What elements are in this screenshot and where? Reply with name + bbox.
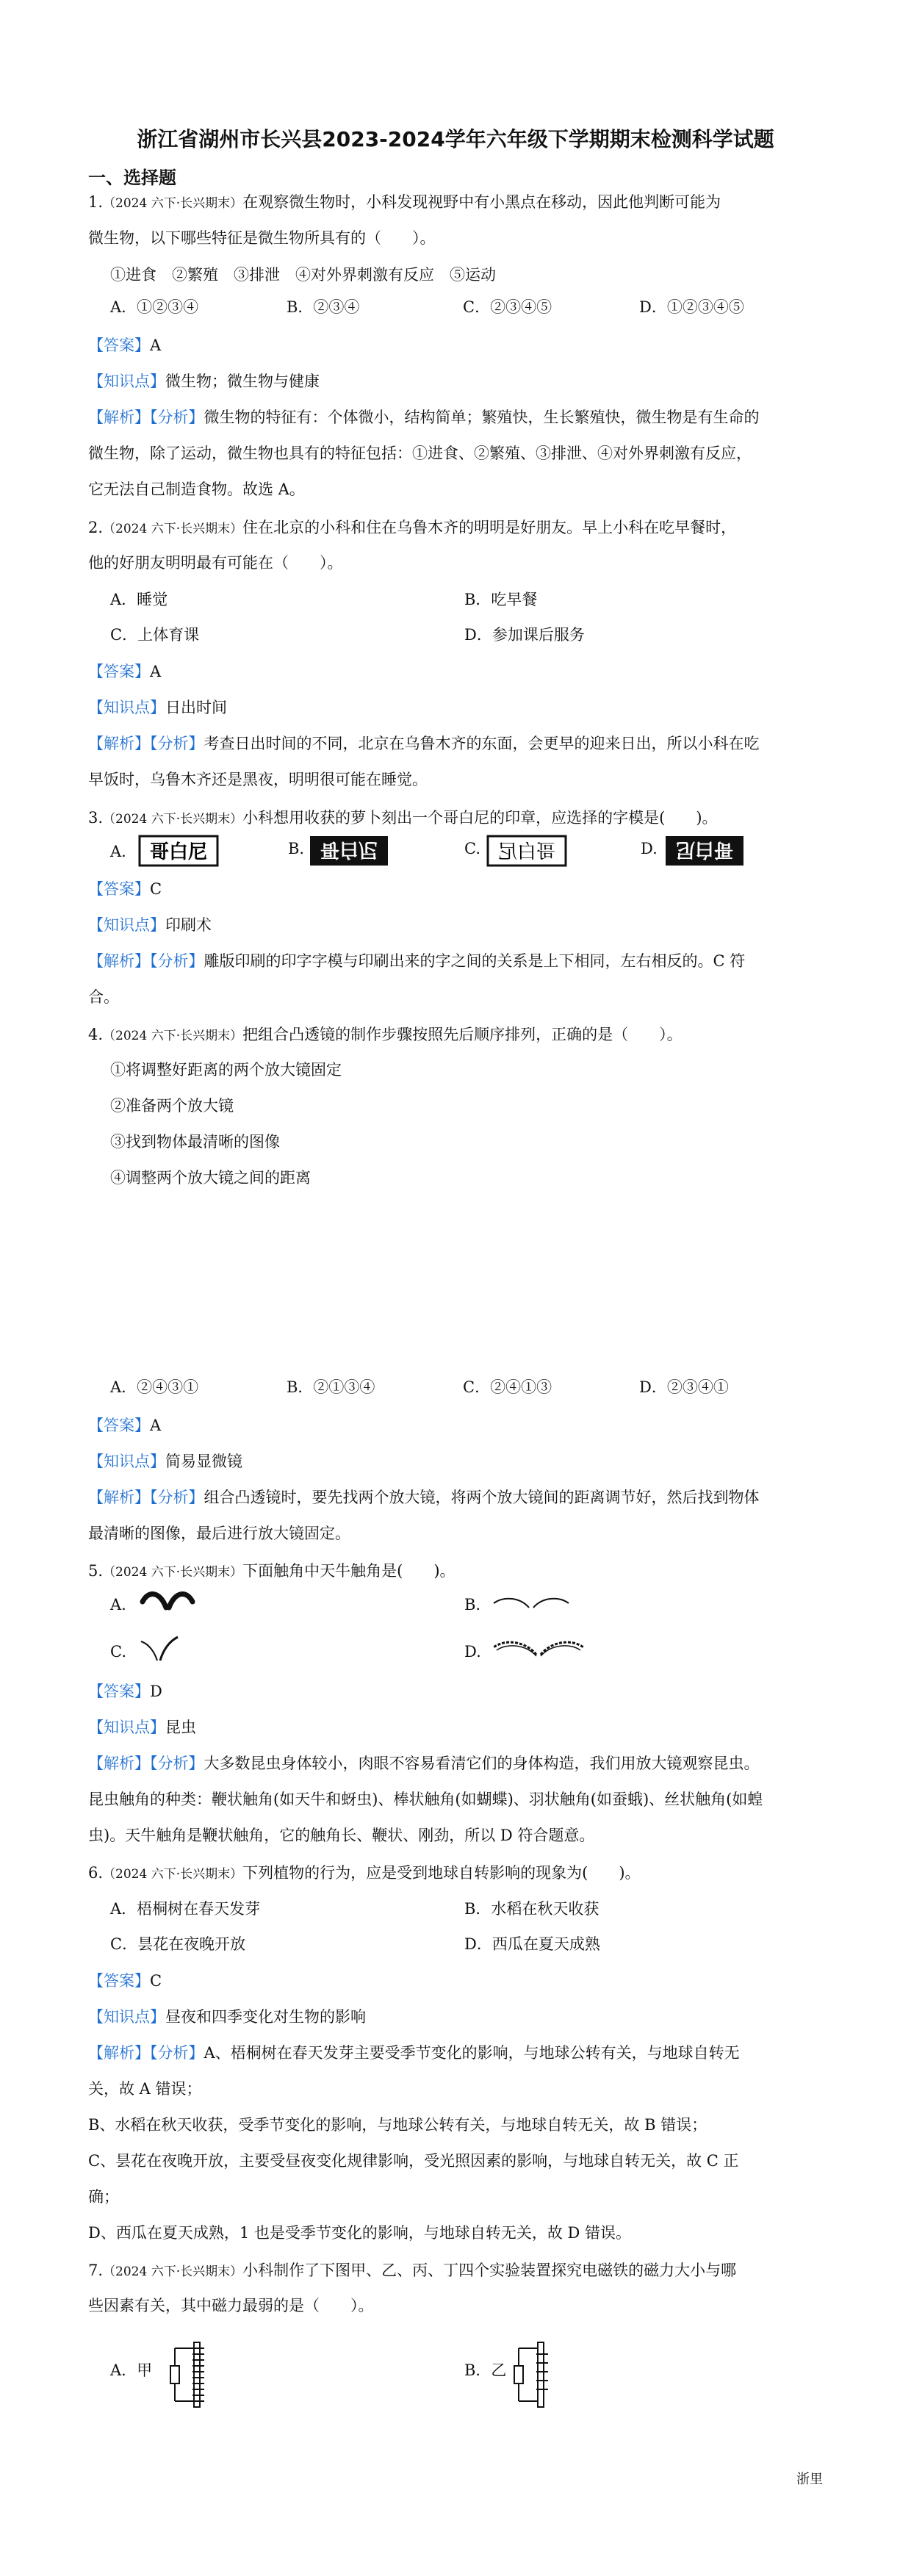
option-d: D．西瓜在夏天成熟 <box>464 1935 600 1953</box>
question-stem: 小科制作了下图甲、乙、丙、丁四个实验装置探究电磁铁的磁力大小与哪 <box>242 2262 737 2279</box>
knowledge-value: 昆虫 <box>165 1719 196 1736</box>
step-item: ④调整两个放大镜之间的距离 <box>110 1169 311 1187</box>
question-source: （2024 六下·长兴期末） <box>103 196 243 211</box>
analysis-text-cont: B、水稻在秋天收获，受季节变化的影响，与地球公转有关，与地球自转无关，故 B 错误； <box>88 2116 707 2134</box>
step-item: ③找到物体最清晰的图像 <box>110 1133 280 1151</box>
analysis-tag: 【解析】 <box>88 1489 150 1506</box>
option-a: A．梧桐树在春天发芽 <box>110 1900 261 1918</box>
question-number: 1. <box>88 193 104 211</box>
footer-mark: 浙里 <box>796 2472 823 2487</box>
question-3 <box>88 799 823 838</box>
option-a: A. <box>110 843 126 860</box>
analysis-tag: 【解析】 <box>88 735 150 752</box>
option-b: B．乙 <box>464 2361 507 2379</box>
knowledge-tag: 【知识点】 <box>88 1719 165 1736</box>
question-6 <box>88 1854 823 1893</box>
analysis-text-cont: 合。 <box>88 988 119 1006</box>
analysis-line <box>88 400 827 436</box>
analysis-text-cont: 最清晰的图像，最后进行放大镜固定。 <box>88 1525 350 1542</box>
question-source: （2024 六下·长兴期末） <box>103 2264 243 2279</box>
answer-line <box>88 871 827 907</box>
option-d: D．参加课后服务 <box>464 626 585 644</box>
answer-line <box>88 1408 827 1444</box>
question-stem: 住在北京的小科和住在乌鲁木齐的明明是好朋友。早上小科在吃早餐时， <box>242 519 737 536</box>
step-item: ①将调整好距离的两个放大镜固定 <box>110 1061 342 1079</box>
question-stem: 下面触角中天牛触角是( )。 <box>242 1562 455 1580</box>
analysis-sub-tag: 【分析】 <box>150 2044 204 2062</box>
analysis-text-cont: 关，故 A 错误； <box>88 2080 202 2098</box>
knowledge-line <box>88 1999 827 2035</box>
answer-line <box>88 328 827 364</box>
question-stem: 小科想用收获的萝卜刻出一个哥白尼的印章，应选择的字模是( )。 <box>242 809 718 827</box>
option-a: A．②④③① <box>110 1378 199 1396</box>
answer-tag: 【答案】 <box>88 337 150 354</box>
option-a: A．①②③④ <box>110 298 199 316</box>
analysis-line <box>88 1480 827 1516</box>
analysis-tag: 【解析】 <box>88 2044 150 2062</box>
stamp-a-figure <box>138 835 219 867</box>
electromagnet-a-figure <box>168 2338 226 2411</box>
analysis-text: 微生物的特征有：个体微小，结构简单；繁殖快，生长繁殖快，微生物是有生命的 <box>204 409 760 426</box>
analysis-tag: 【解析】 <box>88 1755 150 1772</box>
analysis-text-cont: 确； <box>88 2188 119 2206</box>
question-stem-cont: 他的好朋友明明最有可能在（ ）。 <box>88 554 343 572</box>
answer-line <box>88 1963 827 1999</box>
option-c: C．上体育课 <box>110 626 200 644</box>
option-c: C. <box>110 1643 126 1661</box>
analysis-tag: 【解析】 <box>88 409 150 426</box>
analysis-line <box>88 1746 827 1782</box>
option-c: C. <box>464 840 480 857</box>
answer-value: C <box>150 1972 162 1990</box>
antenna-c-figure <box>138 1633 182 1666</box>
option-b: B. <box>288 840 305 857</box>
answer-value: D <box>150 1683 162 1700</box>
answer-tag: 【答案】 <box>88 1972 150 1990</box>
question-stem: 在观察微生物时，小科发现视野中有小黑点在移动，因此他判断可能为 <box>242 193 721 211</box>
knowledge-tag: 【知识点】 <box>88 2008 165 2026</box>
question-stem-cont: 些因素有关，其中磁力最弱的是（ ）。 <box>88 2297 374 2314</box>
analysis-line <box>88 2035 827 2071</box>
option-c: C．②③④⑤ <box>463 298 552 316</box>
antenna-b-figure <box>491 1591 572 1613</box>
knowledge-tag: 【知识点】 <box>88 1453 165 1470</box>
question-source: （2024 六下·长兴期末） <box>103 1565 243 1580</box>
stamp-d-text: 哥白尼 <box>675 838 734 860</box>
answer-tag: 【答案】 <box>88 1683 150 1700</box>
stamp-c-text: 哥白尼 <box>497 841 556 863</box>
analysis-text-cont: D、西瓜在夏天成熟，1 也是受季节变化的影响，与地球自转无关，故 D 错误。 <box>88 2224 632 2242</box>
question-number: 6. <box>88 1864 104 1882</box>
option-d: D．②③④① <box>639 1378 729 1396</box>
option-b: B．②①③④ <box>287 1378 375 1396</box>
knowledge-tag: 【知识点】 <box>88 699 165 716</box>
knowledge-value: 简易显微镜 <box>165 1453 242 1470</box>
analysis-text: 大多数昆虫身体较小，肉眼不容易看清它们的身体构造，我们用放大镜观察昆虫。 <box>204 1755 760 1772</box>
option-d: D. <box>641 840 658 857</box>
analysis-text: A、梧桐树在春天发芽主要受季节变化的影响，与地球公转有关，与地球自转无 <box>204 2044 740 2062</box>
knowledge-line <box>88 1444 827 1480</box>
stamp-d-figure <box>664 835 745 867</box>
question-stem-cont: 微生物，以下哪些特征是微生物所具有的（ ）。 <box>88 229 436 247</box>
knowledge-line <box>88 690 827 726</box>
question-number: 5. <box>88 1562 104 1580</box>
option-a: A．甲 <box>110 2361 153 2379</box>
question-number: 2. <box>88 519 104 536</box>
antenna-a-figure <box>138 1586 197 1619</box>
knowledge-value: 印刷术 <box>165 916 212 934</box>
page-title: 浙江省湖州市长兴县2023-2024学年六年级下学期期末检测科学试题 <box>137 127 774 151</box>
answer-value: A <box>150 337 162 354</box>
knowledge-value: 微生物；微生物与健康 <box>165 373 320 390</box>
analysis-sub-tag: 【分析】 <box>150 1755 204 1772</box>
option-c: C．②④①③ <box>463 1378 552 1396</box>
question-source: （2024 六下·长兴期末） <box>103 1029 243 1043</box>
antenna-d-figure <box>491 1634 586 1659</box>
analysis-text: 考查日出时间的不同，北京在乌鲁木齐的东面，会更早的迎来日出，所以小科在吃 <box>204 735 760 752</box>
knowledge-line <box>88 907 827 943</box>
question-number: 4. <box>88 1026 104 1043</box>
question-2 <box>88 509 823 547</box>
analysis-sub-tag: 【分析】 <box>150 735 204 752</box>
analysis-text: 组合凸透镜时，要先找两个放大镜，将两个放大镜间的距离调节好，然后找到物体 <box>204 1489 760 1506</box>
option-b: B．②③④ <box>287 298 360 316</box>
knowledge-tag: 【知识点】 <box>88 373 165 390</box>
analysis-sub-tag: 【分析】 <box>150 1489 204 1506</box>
analysis-text-cont: 虫)。天牛触角是鞭状触角，它的触角长、鞭状、刚劲，所以 D 符合题意。 <box>88 1827 595 1844</box>
analysis-sub-tag: 【分析】 <box>150 409 204 426</box>
stamp-b-text: 哥白尼 <box>320 838 378 860</box>
option-a: A. <box>110 1596 126 1613</box>
analysis-line <box>88 726 827 762</box>
answer-line <box>88 1674 827 1710</box>
answer-value: A <box>150 1417 162 1434</box>
answer-line <box>88 654 827 690</box>
analysis-text-cont: 昆虫触角的种类：鞭状触角(如天牛和蚜虫)、棒状触角(如蝴蝶)、羽状触角(如蚕蛾)、丝状触角(如蝗 <box>88 1791 763 1808</box>
analysis-text-cont: 微生物，除了运动，微生物也具有的特征包括：①进食、②繁殖、③排泄、④对外界刺激有反应， <box>88 445 752 462</box>
analysis-text-cont: 它无法自己制造食物。故选 A。 <box>88 481 305 498</box>
answer-tag: 【答案】 <box>88 1417 150 1434</box>
electromagnet-b-figure <box>511 2338 570 2411</box>
analysis-text-cont: 早饭时，乌鲁木齐还是黑夜，明明很可能在睡觉。 <box>88 771 428 788</box>
knowledge-value: 日出时间 <box>165 699 227 716</box>
option-c: C．昙花在夜晚开放 <box>110 1935 246 1953</box>
question-stem: 把组合凸透镜的制作步骤按照先后顺序排列，正确的是（ ）。 <box>242 1026 683 1043</box>
analysis-text: 雕版印刷的印字字模与印刷出来的字之间的关系是上下相同，左右相反的。C 符 <box>204 952 746 970</box>
option-d: D．①②③④⑤ <box>639 298 744 316</box>
question-4 <box>88 1016 823 1054</box>
knowledge-value: 昼夜和四季变化对生物的影响 <box>165 2008 366 2026</box>
answer-value: C <box>150 880 162 898</box>
option-b: B．水稻在秋天收获 <box>464 1900 599 1918</box>
section-heading: 一、选择题 <box>88 168 176 188</box>
analysis-line <box>88 943 827 979</box>
answer-value: A <box>150 663 162 680</box>
question-source: （2024 六下·长兴期末） <box>103 812 243 827</box>
option-a: A．睡觉 <box>110 591 168 608</box>
question-7 <box>88 2252 823 2290</box>
knowledge-tag: 【知识点】 <box>88 916 165 934</box>
question-stem: 下列植物的行为，应是受到地球自转影响的现象为( )。 <box>242 1864 641 1882</box>
answer-tag: 【答案】 <box>88 880 150 898</box>
question-source: （2024 六下·长兴期末） <box>103 1867 243 1882</box>
knowledge-line <box>88 1710 827 1746</box>
stamp-c-figure <box>486 835 567 867</box>
stamp-b-figure <box>309 835 389 867</box>
question-number: 7. <box>88 2262 104 2279</box>
question-source: （2024 六下·长兴期末） <box>103 522 243 536</box>
step-item: ②准备两个放大镜 <box>110 1097 234 1115</box>
analysis-tag: 【解析】 <box>88 952 150 970</box>
stamp-a-text: 哥白尼 <box>149 841 208 863</box>
question-5 <box>88 1553 823 1591</box>
option-b: B．吃早餐 <box>464 591 538 608</box>
answer-tag: 【答案】 <box>88 663 150 680</box>
question-1 <box>88 184 823 222</box>
analysis-text-cont: C、昙花在夜晚开放，主要受昼夜变化规律影响，受光照因素的影响，与地球自转无关，故 C 正 <box>88 2152 739 2170</box>
option-d: D. <box>464 1643 481 1661</box>
option-b: B. <box>464 1596 481 1613</box>
question-number: 3. <box>88 809 104 827</box>
knowledge-line <box>88 364 827 400</box>
analysis-sub-tag: 【分析】 <box>150 952 204 970</box>
feature-list: ①进食 ②繁殖 ③排泄 ④对外界刺激有反应 ⑤运动 <box>110 266 496 284</box>
